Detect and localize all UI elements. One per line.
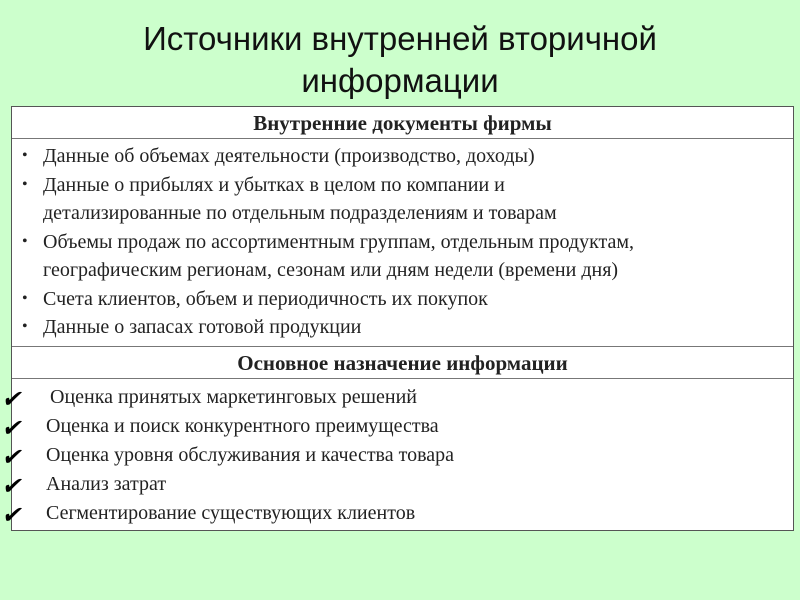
list-item-text: Счета клиентов, объем и периодичность их покупок: [43, 287, 488, 310]
list-item-continuation: [12, 256, 793, 285]
list-item: [12, 313, 793, 342]
list-item-continuation: [12, 199, 793, 228]
list-item-text: Оценка принятых маркетинговых решений: [50, 385, 417, 408]
list-item: [12, 285, 793, 314]
list-item-text: Анализ затрат: [46, 472, 167, 495]
checkmark-icon: ✔: [0, 413, 27, 442]
list-item: [0, 499, 793, 529]
list-item-text: Сегментирование существующих клиентов: [46, 501, 416, 524]
page-title: [0, 18, 800, 102]
list-item-text: детализированные по отдельным подразделениям и товарам: [43, 202, 557, 224]
list-item: [0, 441, 793, 471]
purpose-list: [0, 379, 793, 530]
list-item: [12, 142, 793, 171]
bullet-icon: •: [22, 147, 28, 164]
list-item: [12, 228, 793, 257]
purpose-heading: Основное назначение информации: [12, 346, 793, 379]
checkmark-icon: ✔: [0, 384, 27, 413]
list-item: [0, 383, 793, 413]
list-item-text: Данные о прибылях и убытках в целом по компании и: [43, 173, 505, 196]
checkmark-icon: ✔: [0, 471, 27, 500]
internal-docs-list: [12, 139, 793, 346]
list-item-text: Объемы продаж по ассортиментным группам, отдельным продуктам,: [43, 230, 635, 253]
list-item-text: Данные о запасах готовой продукции: [43, 316, 362, 338]
bullet-icon: •: [22, 289, 28, 307]
bullet-icon: •: [22, 175, 28, 193]
checkmark-icon: ✔: [0, 500, 27, 529]
page-title-line-2: информации: [301, 62, 499, 99]
list-item: [0, 412, 793, 442]
checkmark-icon: ✔: [0, 442, 27, 471]
list-item: [0, 470, 793, 500]
list-item-text: Оценка и поиск конкурентного преимущества: [46, 414, 439, 437]
list-item-text: Оценка уровня обслуживания и качества товара: [46, 443, 455, 466]
list-item-text: Данные об объемах деятельности (производство, доходы): [43, 145, 535, 167]
bullet-icon: •: [22, 232, 28, 250]
info-table: [0, 106, 794, 531]
bullet-icon: •: [22, 318, 28, 335]
internal-docs-heading: Внутренние документы фирмы: [12, 107, 793, 139]
page-title-line-1: Источники внутренней вторичной: [143, 20, 657, 57]
list-item-text: географическим регионам, сезонам или дням недели (времени дня): [43, 259, 619, 281]
list-item: [12, 171, 793, 200]
